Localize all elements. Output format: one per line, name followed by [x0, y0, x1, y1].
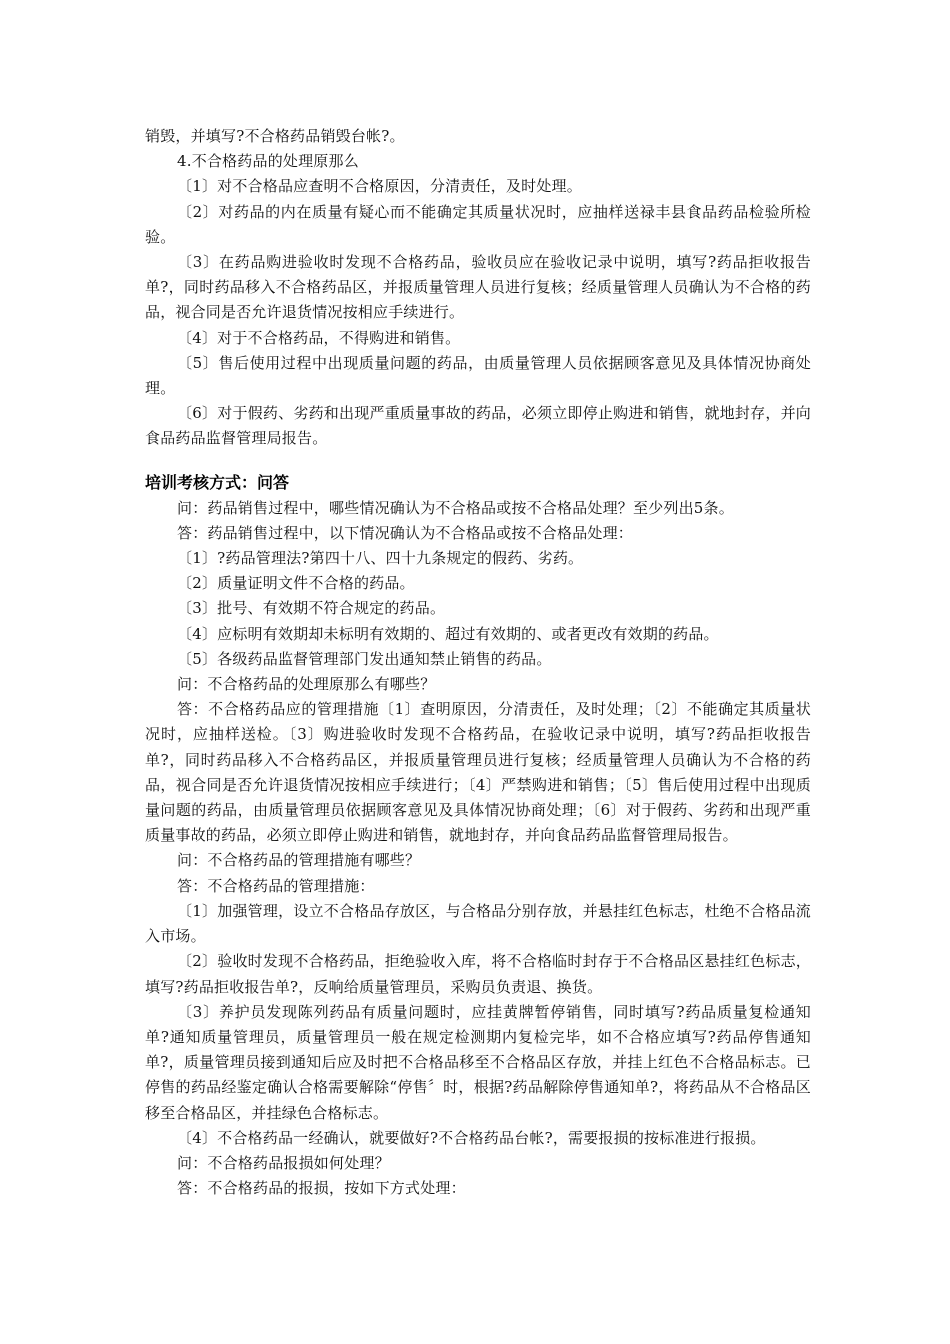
paragraph-item-4: 〔4〕对于不合格药品，不得购进和销售。 — [177, 328, 461, 347]
paragraph-item-2: 〔2〕对药品的内在质量有疑心而不能确定其质量状况时，应抽样送禄丰县食品药品检验所检验。 — [145, 202, 811, 246]
paragraph-item-3: 〔3〕在药品购进验收时发现不合格药品，验收员应在验收记录中说明，填写?药品拒收报告单?，同时药品移入不合格药品区，并报质量管理人员进行复核；经质量管理人员确认为不合格的药品，视合同是否允许退货情况按相应手续进行。 — [145, 253, 811, 322]
paragraph-item-1: 〔1〕对不合格品应查明不合格原因，分清责任，及时处理。 — [177, 177, 582, 196]
answer-1-item-2: 〔2〕质量证明文件不合格的药品。 — [177, 574, 415, 593]
question-2: 问：不合格药品的处理原那么有哪些？ — [177, 675, 436, 694]
answer-1: 答：药品销售过程中，以下情况确认为不合格品或按不合格品处理： — [177, 523, 634, 542]
answer-1-item-3: 〔3〕批号、有效期不符合规定的药品。 — [177, 599, 446, 618]
answer-3: 答：不合格药品的管理措施： — [177, 876, 375, 895]
question-3: 问：不合格药品的管理措施有哪些？ — [177, 851, 421, 870]
section-heading: 培训考核方式：问答 — [145, 472, 290, 492]
answer-2: 答：不合格药品应的管理措施〔1〕查明原因，分清责任，及时处理；〔2〕不能确定其质量状况时，应抽样送检。〔3〕购进验收时发现不合格药品，在验收记录中说明，填写?药品拒收报告单?，同时药品移入不合格药品区，并报质量管理员进行复核；经质量管理人员确认为不合格的药品，视合同是否允许退货情况按相应手续进行；〔4〕严禁购进和销售；〔5〕售后使用过程中出现质量问题的药品，由质量管理员依据顾客意见及具体情况协商处理；〔6〕对于假药、劣药和出现严重质量事故的药品，必须立即停止购进和销售，就地封存，并向食品药品监督管理局报告。 — [145, 700, 811, 845]
answer-3-item-2: 〔2〕验收时发现不合格药品，拒绝验收入库，将不合格临时封存于不合格品区悬挂红色标志，填写?药品拒收报告单?，反响给质量管理员，采购员负责退、换货。 — [145, 952, 811, 996]
question-1: 问：药品销售过程中，哪些情况确认为不合格品或按不合格品处理？至少列出5条。 — [177, 498, 734, 517]
answer-1-item-5: 〔5〕各级药品监督管理部门发出通知禁止销售的药品。 — [177, 649, 552, 668]
answer-1-item-1: 〔1〕?药品管理法?第四十八、四十九条规定的假药、劣药。 — [177, 549, 584, 568]
answer-1-item-4: 〔4〕应标明有效期却未标明有效期的、超过有效期的、或者更改有效期的药品。 — [177, 624, 719, 643]
answer-4: 答：不合格药品的报损，按如下方式处理： — [177, 1179, 466, 1198]
answer-3-item-1: 〔1〕加强管理，设立不合格品存放区，与合格品分别存放，并悬挂红色标志，杜绝不合格品流入市场。 — [145, 901, 811, 946]
document-body — [145, 124, 811, 1201]
subsection-title-4: 4.不合格药品的处理原那么 — [177, 152, 359, 171]
answer-3-item-4: 〔4〕不合格药品一经确认，就要做好?不合格药品台帐?，需要报损的按标准进行报损。 — [177, 1128, 766, 1147]
paragraph-item-5: 〔5〕售后使用过程中出现质量问题的药品，由质量管理人员依据顾客意见及具体情况协商处理。 — [145, 353, 811, 398]
answer-3-item-3: 〔3〕养护员发现陈列药品有质量问题时，应挂黄牌暂停销售，同时填写?药品质量复检通知单?通知质量管理员，质量管理员一般在规定检测期内复检完毕，如不合格应填写?药品停售通知单?，质量管理员接到通知后应及时把不合格品移至不合格品区存放，并挂上红色不合格品标志。已停售的药品经鉴定确认合格需要解除“停售〞时，根据?药品解除停售通知单?，将药品从不合格品区移至合格品区，并挂绿色合格标志。 — [145, 1002, 811, 1122]
question-4: 问：不合格药品报损如何处理？ — [177, 1153, 390, 1172]
paragraph-continuation: 销毁，并填写?不合格药品销毁台帐?。 — [145, 127, 405, 145]
paragraph-item-6: 〔6〕对于假药、劣药和出现严重质量事故的药品，必须立即停止购进和销售，就地封存，并向食品药品监督管理局报告。 — [145, 404, 811, 448]
